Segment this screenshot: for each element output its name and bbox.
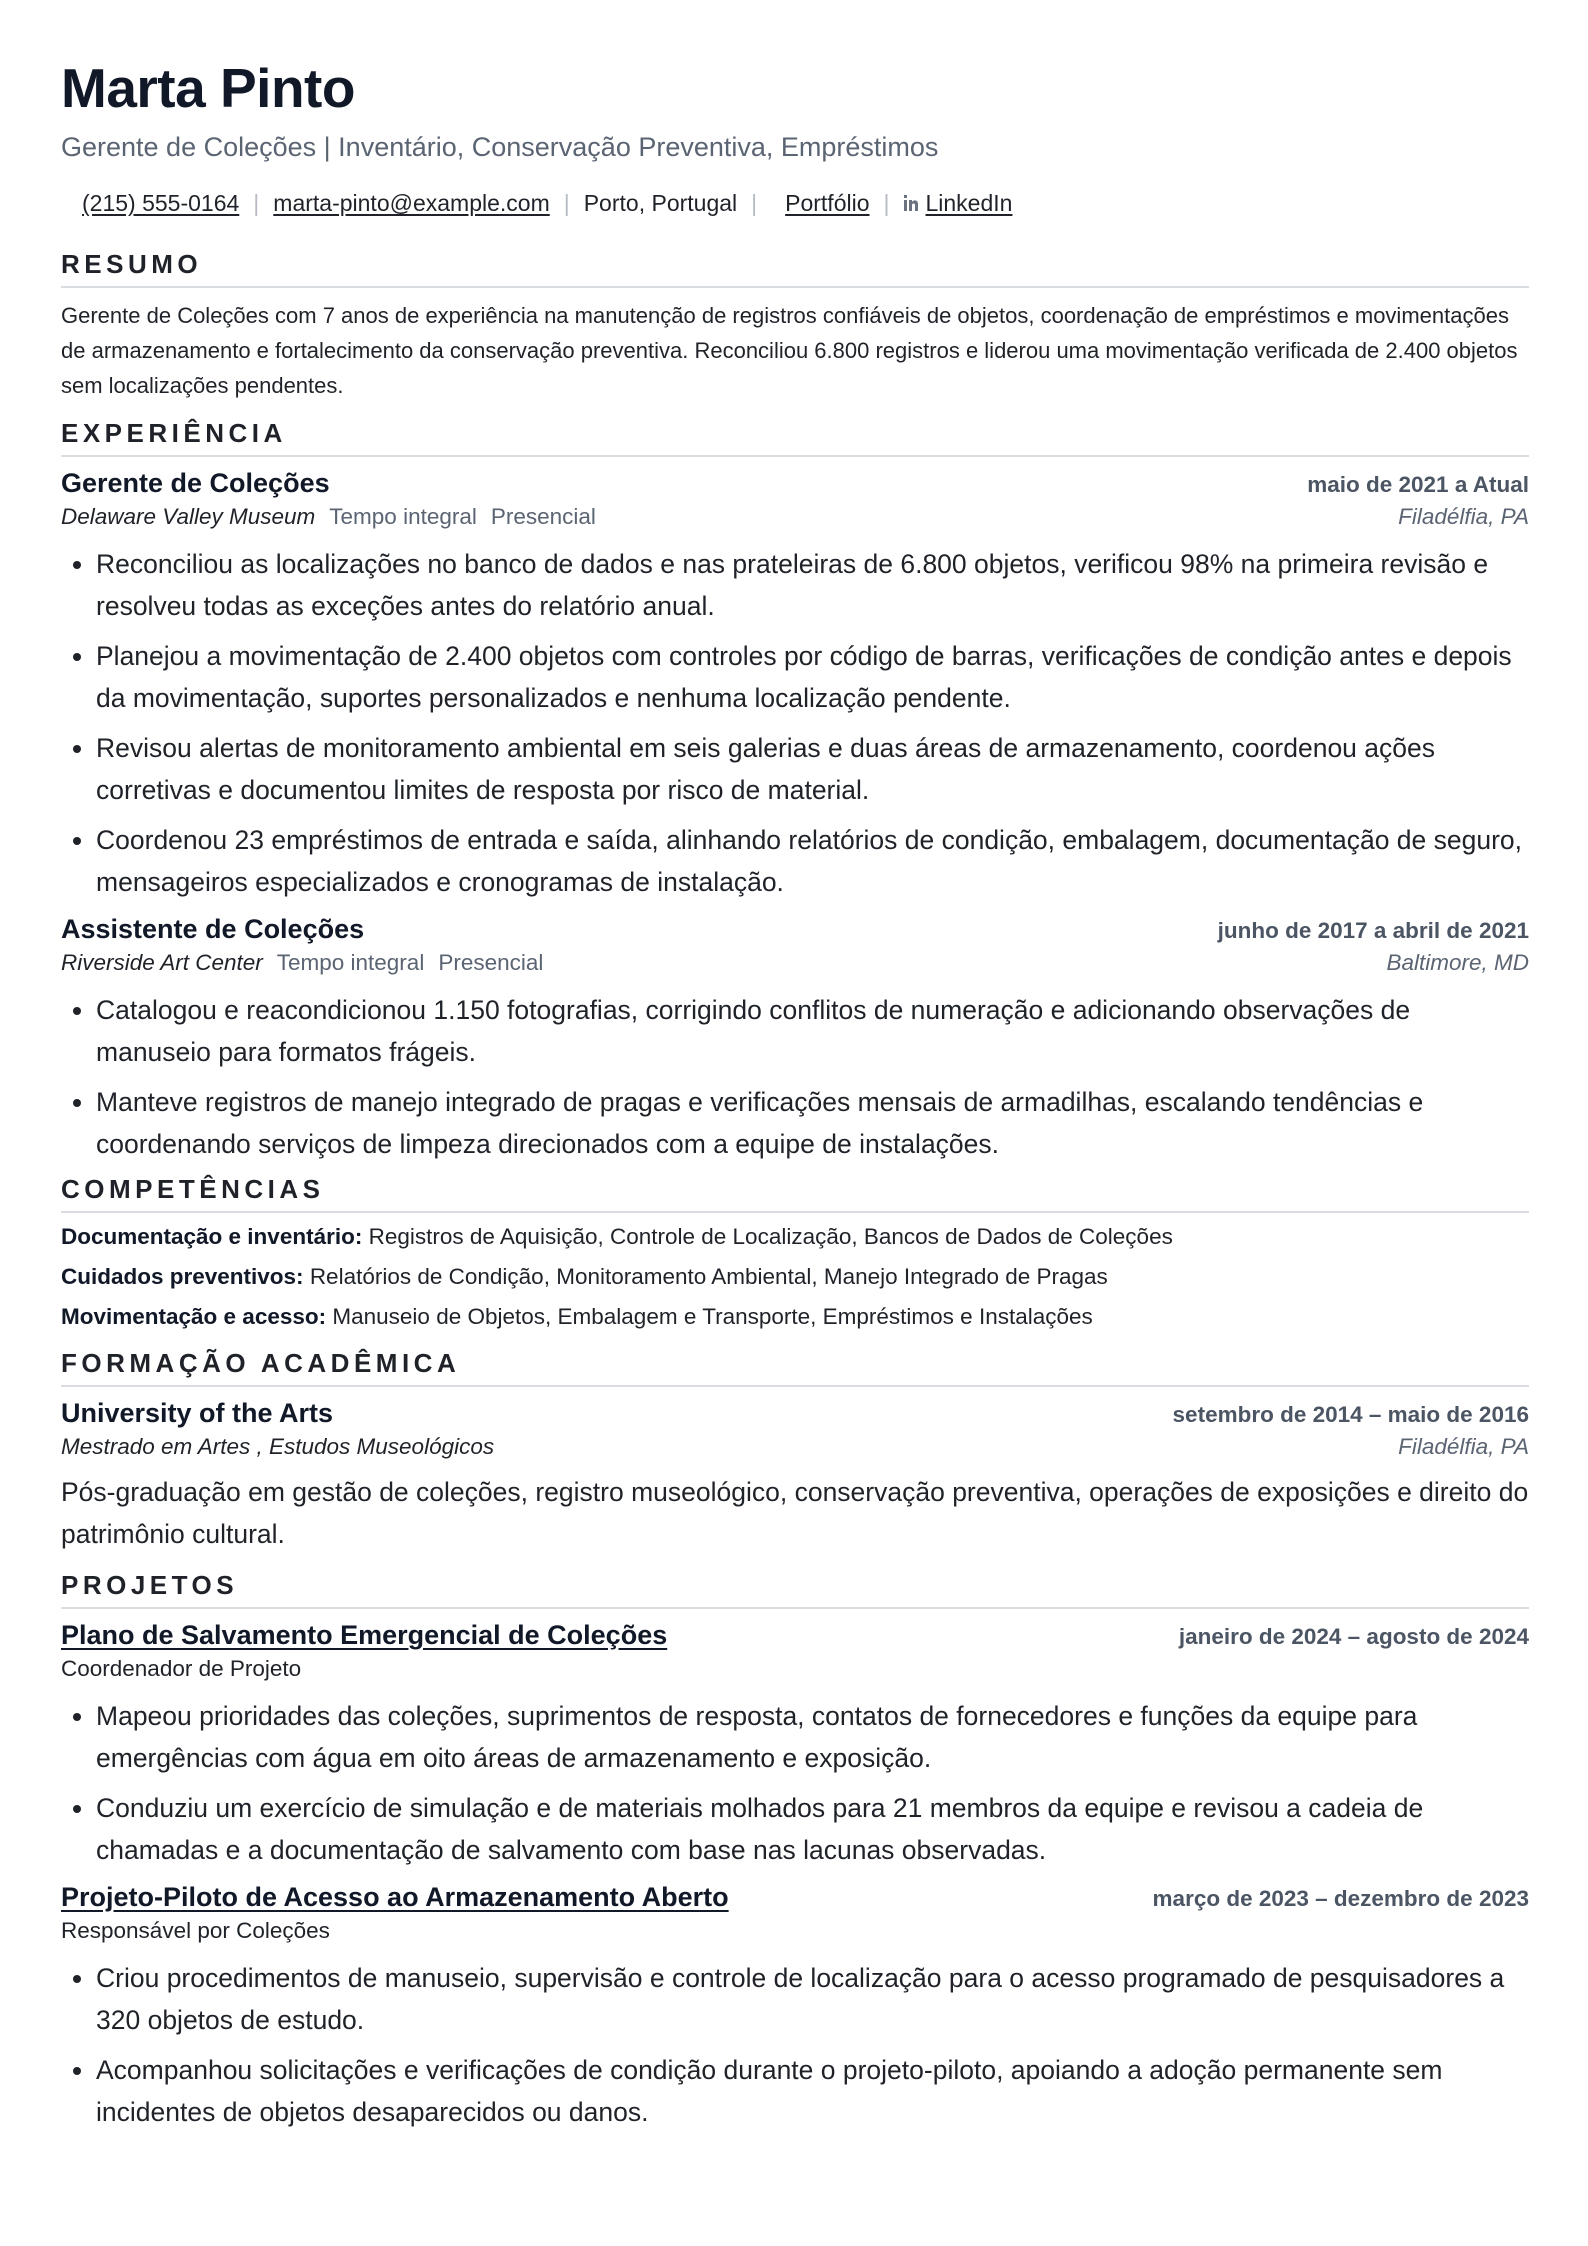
skill-row xyxy=(61,1297,1529,1337)
bullet-list xyxy=(61,1695,1529,1871)
project-role: Coordenador de Projeto xyxy=(61,1656,302,1681)
project-title-link[interactable]: Plano de Salvamento Emergencial de Coleções xyxy=(61,1620,668,1650)
project-dates: março de 2023 – dezembro de 2023 xyxy=(1152,1886,1529,1911)
bullet-list xyxy=(61,989,1529,1165)
job-title: Gerente de Coleções xyxy=(61,468,330,498)
skill-label: Cuidados preventivos: xyxy=(61,1264,304,1289)
education-entry xyxy=(61,1395,1529,1555)
section-title-summary: RESUMO xyxy=(61,248,1529,288)
employer: Riverside Art Center xyxy=(61,950,263,975)
education-description: Pós-graduação em gestão de coleções, registro museológico, conservação preventiva, operações de exposições e direito do patrimônio cultural. xyxy=(61,1477,1529,1549)
section-title-projects: PROJETOS xyxy=(61,1569,1529,1609)
list-item: • Mapeou prioridades das coleções, suprimentos de resposta, contatos de fornecedores e funções da equipe para emergências com água em oito áreas de armazenamento e exposição. xyxy=(96,1695,1529,1779)
experience-entry xyxy=(61,465,1529,903)
list-item: • Reconciliou as localizações no banco de dados e nas prateleiras de 6.800 objetos, verificou 98% na primeira revisão e resolveu todas as exceções antes do relatório anual. xyxy=(96,543,1529,627)
job-dates: maio de 2021 a Atual xyxy=(1307,472,1529,497)
project-dates: janeiro de 2024 – agosto de 2024 xyxy=(1178,1624,1529,1649)
employment-type: Tempo integral xyxy=(329,504,477,529)
list-item: • Conduziu um exercício de simulação e de materiais molhados para 21 membros da equipe e revisou a cadeia de chamadas e a documentação de salvamento com base nas lacunas observadas. xyxy=(96,1787,1529,1871)
summary-text: Gerente de Coleções com 7 anos de experiência na manutenção de registros confiáveis de objetos, coordenação de empréstimos e movimentações de armazenamento e fortalecimento da conservação preventiva. Reconciliou 6.800 registros e liderou uma movimentação verificada de 2.400 objetos sem localizações pendentes. xyxy=(61,303,1518,398)
list-item: • Acompanhou solicitações e verificações de condição durante o projeto-piloto, apoiando a adoção permanente sem incidentes de objetos desaparecidos ou danos. xyxy=(96,2049,1529,2133)
email-link[interactable]: marta-pinto@example.com xyxy=(273,190,550,216)
separator: | xyxy=(253,190,260,216)
location-text: Porto, Portugal xyxy=(583,190,738,216)
headline: Gerente de Coleções | Inventário, Conservação Preventiva, Empréstimos xyxy=(61,132,939,162)
experience-entry xyxy=(61,911,1529,1165)
job-location: Filadélfia, PA xyxy=(1398,504,1529,529)
skill-label: Documentação e inventário: xyxy=(61,1224,363,1249)
list-item: • Catalogou e reacondicionou 1.150 fotografias, corrigindo conflitos de numeração e adicionando observações de manuseio para formatos frágeis. xyxy=(96,989,1529,1073)
skill-row xyxy=(61,1217,1529,1257)
list-item: • Revisou alertas de monitoramento ambiental em seis galerias e duas áreas de armazenamento, coordenou ações corretivas e documentou limites de resposta por risco de material. xyxy=(96,727,1529,811)
list-item: • Coordenou 23 empréstimos de entrada e saída, alinhando relatórios de condição, embalagem, documentação de seguro, mensageiros especializados e cronogramas de instalação. xyxy=(96,819,1529,903)
project-entry xyxy=(61,1879,1529,2133)
candidate-name: Marta Pinto xyxy=(61,57,355,119)
project-title-link[interactable]: Projeto-Piloto de Acesso ao Armazenamento Aberto xyxy=(61,1882,729,1912)
skill-value: Relatórios de Condição, Monitoramento Ambiental, Manejo Integrado de Pragas xyxy=(309,1264,1108,1289)
project-role: Responsável por Coleções xyxy=(61,1918,330,1943)
job-location: Baltimore, MD xyxy=(1386,950,1529,975)
education-dates: setembro de 2014 – maio de 2016 xyxy=(1172,1402,1529,1427)
contact-bar xyxy=(61,188,1529,218)
skill-value: Manuseio de Objetos, Embalagem e Transporte, Empréstimos e Instalações xyxy=(332,1304,1093,1329)
linkedin-link[interactable]: LinkedIn xyxy=(925,190,1013,216)
separator: | xyxy=(751,190,758,216)
list-item: • Criou procedimentos de manuseio, supervisão e controle de localização para o acesso programado de pesquisadores a 320 objetos de estudo. xyxy=(96,1957,1529,2041)
skill-value: Registros de Aquisição, Controle de Localização, Bancos de Dados de Coleções xyxy=(368,1224,1173,1249)
portfolio-link[interactable]: Portfólio xyxy=(785,190,870,216)
degree: Mestrado em Artes , Estudos Museológicos xyxy=(61,1434,495,1459)
separator: | xyxy=(883,190,890,216)
list-item: • Planejou a movimentação de 2.400 objetos com controles por código de barras, verificações de condição antes e depois da movimentação, suportes personalizados e nenhuma localização pendente. xyxy=(96,635,1529,719)
bullet-list xyxy=(61,543,1529,903)
work-mode: Presencial xyxy=(490,504,596,529)
skill-label: Movimentação e acesso: xyxy=(61,1304,327,1329)
skills-list xyxy=(61,1217,1529,1337)
job-title: Assistente de Coleções xyxy=(61,914,365,944)
skill-row xyxy=(61,1257,1529,1297)
list-item: • Manteve registros de manejo integrado de pragas e verificações mensais de armadilhas, escalando tendências e coordenando serviços de limpeza direcionados com a equipe de instalações. xyxy=(96,1081,1529,1165)
linkedin-icon xyxy=(903,194,919,212)
phone-link[interactable]: (215) 555-0164 xyxy=(82,190,240,216)
school-name: University of the Arts xyxy=(61,1398,334,1428)
project-entry xyxy=(61,1617,1529,1871)
section-title-experience: EXPERIÊNCIA xyxy=(61,417,1529,457)
work-mode: Presencial xyxy=(438,950,544,975)
employer: Delaware Valley Museum xyxy=(61,504,316,529)
employment-type: Tempo integral xyxy=(276,950,425,975)
separator: | xyxy=(563,190,570,216)
section-title-skills: COMPETÊNCIAS xyxy=(61,1173,1529,1213)
job-dates: junho de 2017 a abril de 2021 xyxy=(1217,918,1529,943)
section-title-education: FORMAÇÃO ACADÊMICA xyxy=(61,1347,1529,1387)
education-location: Filadélfia, PA xyxy=(1398,1434,1529,1459)
bullet-list xyxy=(61,1957,1529,2133)
